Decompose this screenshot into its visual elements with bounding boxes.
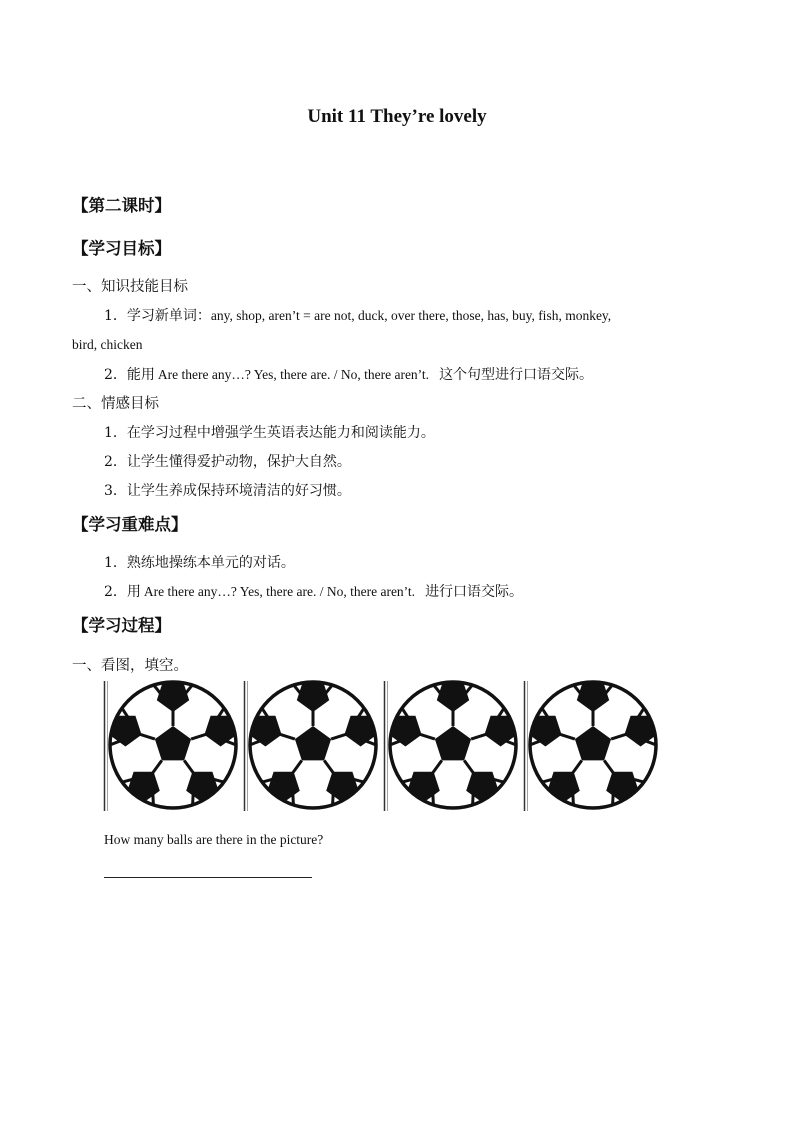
key-points-heading: 【学习重难点】: [72, 515, 188, 534]
goal-item-2-suffix: 这个句型进行口语交际。: [439, 367, 594, 383]
soccer-balls-svg: [103, 679, 663, 813]
knowledge-goals-label: 一、知识技能目标: [72, 279, 188, 295]
exercise-1-label: 一、看图，填空。: [72, 658, 188, 674]
key-point-2-pattern: Are there any…? Yes, there are. / No, there aren’t.: [143, 584, 416, 599]
soccer-balls-picture: [103, 679, 663, 813]
soccer-ball: [103, 679, 243, 812]
goal-item-2: [104, 364, 593, 384]
answer-blank-line[interactable]: [104, 877, 312, 878]
goals-heading: 【学习目标】: [72, 239, 171, 258]
key-point-2-suffix: 进行口语交际。: [425, 584, 524, 600]
goal-item-1-prefix: 1．学习新单词：: [104, 308, 211, 324]
key-point-2: [104, 581, 523, 601]
key-point-1: 1．熟练地操练本单元的对话。: [104, 555, 295, 571]
goal-item-1-words-cont: bird, chicken: [72, 337, 143, 352]
lesson-label: 【第二课时】: [72, 196, 171, 215]
key-point-2-prefix: 2．用: [104, 584, 141, 600]
emotional-goal-3: 3．让学生养成保持环境清洁的好习惯。: [104, 483, 351, 499]
emotional-goals-label: 二、情感目标: [72, 396, 159, 412]
emotional-goal-2: 2．让学生懂得爱护动物，保护大自然。: [104, 454, 351, 470]
goal-item-1: [104, 305, 611, 325]
process-heading: 【学习过程】: [72, 616, 171, 635]
page-title: Unit 11 They’re lovely: [307, 106, 487, 127]
soccer-ball: [243, 679, 383, 812]
emotional-goal-1: 1．在学习过程中增强学生英语表达能力和阅读能力。: [104, 425, 435, 441]
soccer-ball: [523, 679, 663, 812]
goal-item-1-words: any, shop, aren’t = are not, duck, over there, those, has, buy, fish, monkey,: [210, 308, 612, 323]
goal-item-2-prefix: 2．能用: [104, 367, 155, 383]
exercise-1-question: How many balls are there in the picture?: [104, 832, 324, 847]
goal-item-2-pattern: Are there any…? Yes, there are. / No, there aren’t.: [157, 367, 430, 382]
soccer-ball: [383, 679, 523, 812]
